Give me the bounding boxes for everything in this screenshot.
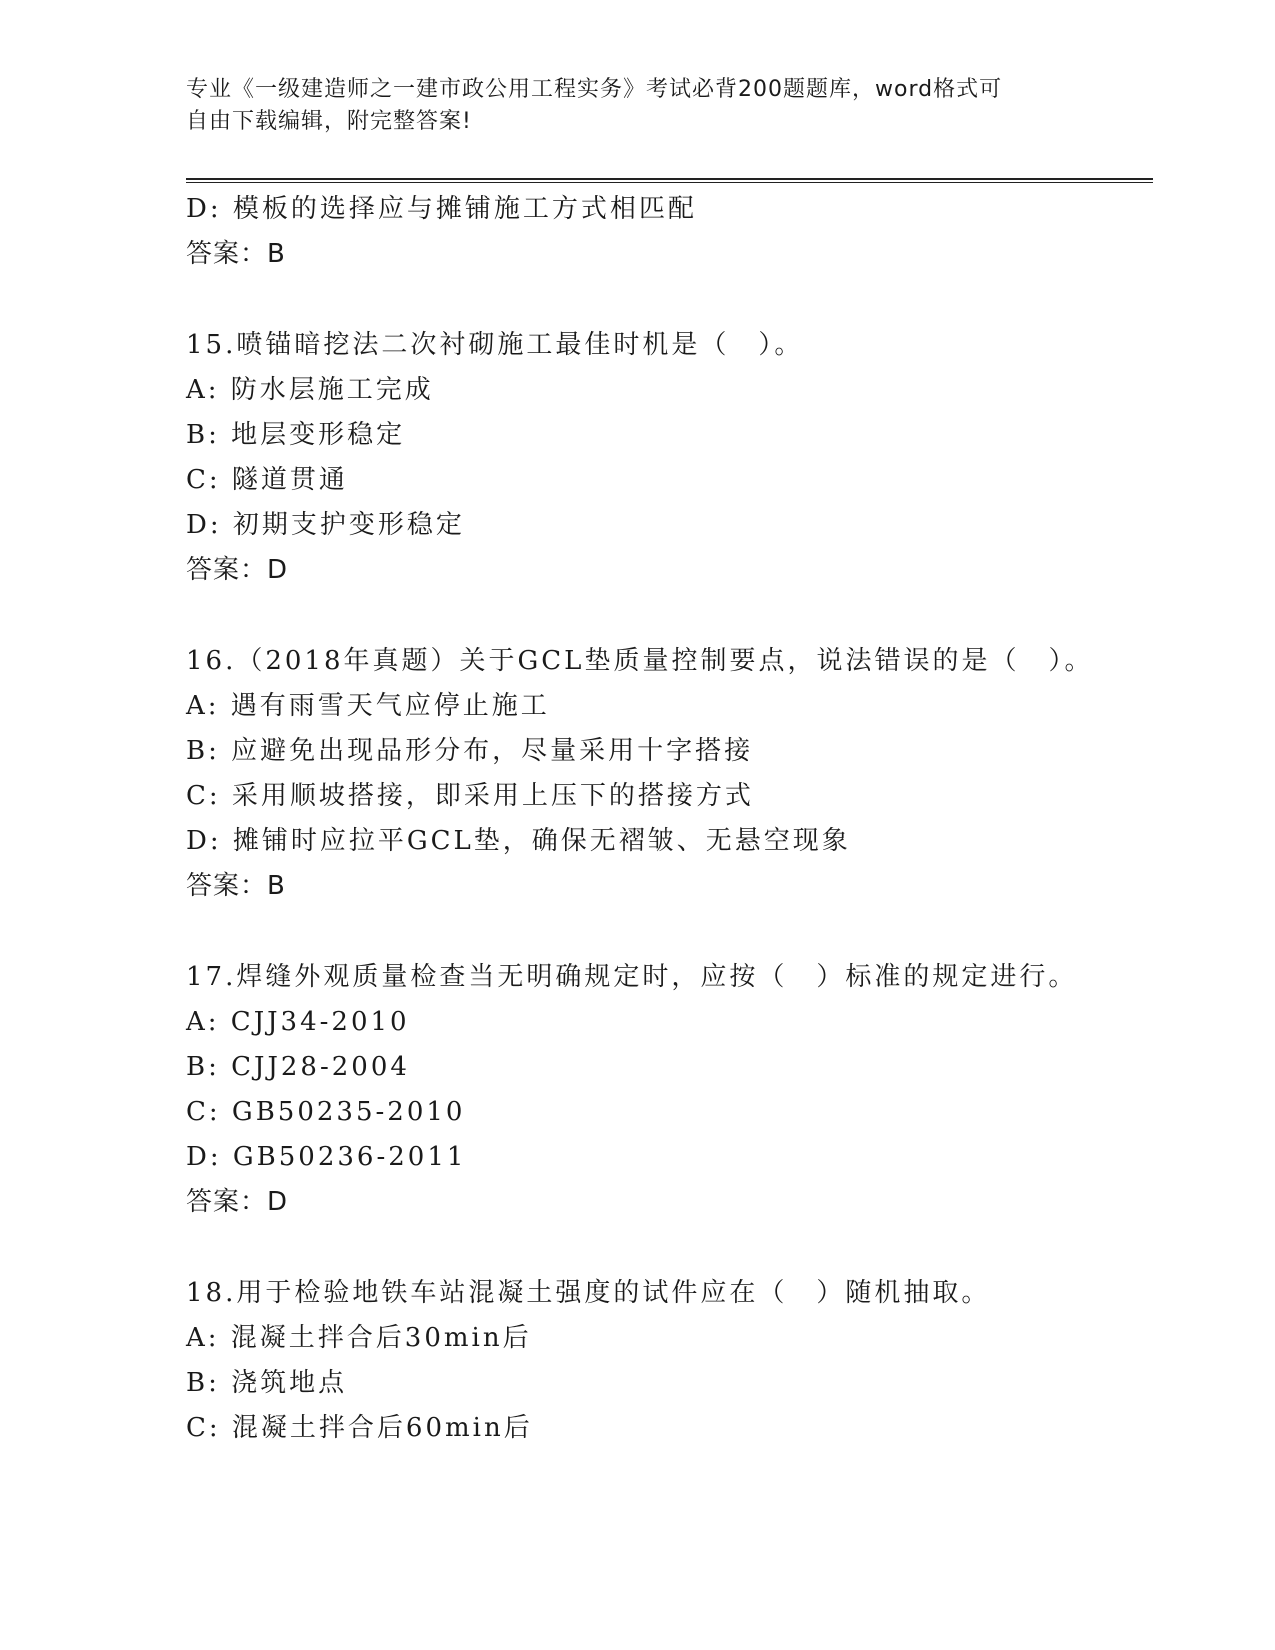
- option-text: D: 摊铺时应拉平GCL垫，确保无褶皱、无悬空现象: [186, 826, 851, 856]
- option-text: C: GB50235-2010: [186, 1097, 466, 1127]
- question-text: 16.（2018年真题）关于GCL垫质量控制要点，说法错误的是（ ）。: [186, 646, 1094, 676]
- question-text: 15.喷锚暗挖法二次衬砌施工最佳时机是（ ）。: [186, 330, 804, 360]
- section-gap: [186, 277, 1166, 323]
- section-gap: [186, 593, 1166, 639]
- option-text: B: 浇筑地点: [186, 1368, 348, 1398]
- option-text: B: CJJ28-2004: [186, 1052, 410, 1082]
- page-header: [186, 74, 1086, 138]
- option-text: A: 遇有雨雪天气应停止施工: [186, 691, 550, 721]
- answer-text: 答案：D: [186, 1187, 289, 1217]
- section-gap: [186, 909, 1166, 955]
- option-text: C: 采用顺坡搭接，即采用上压下的搭接方式: [186, 781, 754, 811]
- option-text: B: 地层变形稳定: [186, 420, 406, 450]
- option-text: C: 隧道贯通: [186, 465, 348, 495]
- header-line-2: 自由下载编辑，附完整答案!: [186, 109, 472, 134]
- answer-text: 答案：B: [186, 871, 286, 901]
- section-gap: [186, 1225, 1166, 1271]
- option-text: A: 防水层施工完成: [186, 375, 434, 405]
- option-text: A: CJJ34-2010: [186, 1007, 410, 1037]
- answer-text: 答案：D: [186, 555, 289, 585]
- option-text: C: 混凝土拌合后60min后: [186, 1413, 533, 1443]
- option-text: D: GB50236-2011: [186, 1142, 467, 1172]
- answer-text: 答案：B: [186, 239, 286, 269]
- option-text: B: 应避免出现品形分布，尽量采用十字搭接: [186, 736, 754, 766]
- question-list: [186, 187, 1166, 1451]
- question-text: 17.焊缝外观质量检查当无明确规定时，应按（ ）标准的规定进行。: [186, 962, 1078, 992]
- header-divider: [186, 178, 1153, 183]
- option-text: D: 初期支护变形稳定: [186, 510, 465, 540]
- option-text: D: 模板的选择应与摊铺施工方式相匹配: [186, 194, 697, 224]
- question-text: 18.用于检验地铁车站混凝土强度的试件应在（ ）随机抽取。: [186, 1278, 991, 1308]
- header-line-1: 专业《一级建造师之一建市政公用工程实务》考试必背200题题库，word格式可: [186, 77, 1003, 102]
- option-text: A: 混凝土拌合后30min后: [186, 1323, 532, 1353]
